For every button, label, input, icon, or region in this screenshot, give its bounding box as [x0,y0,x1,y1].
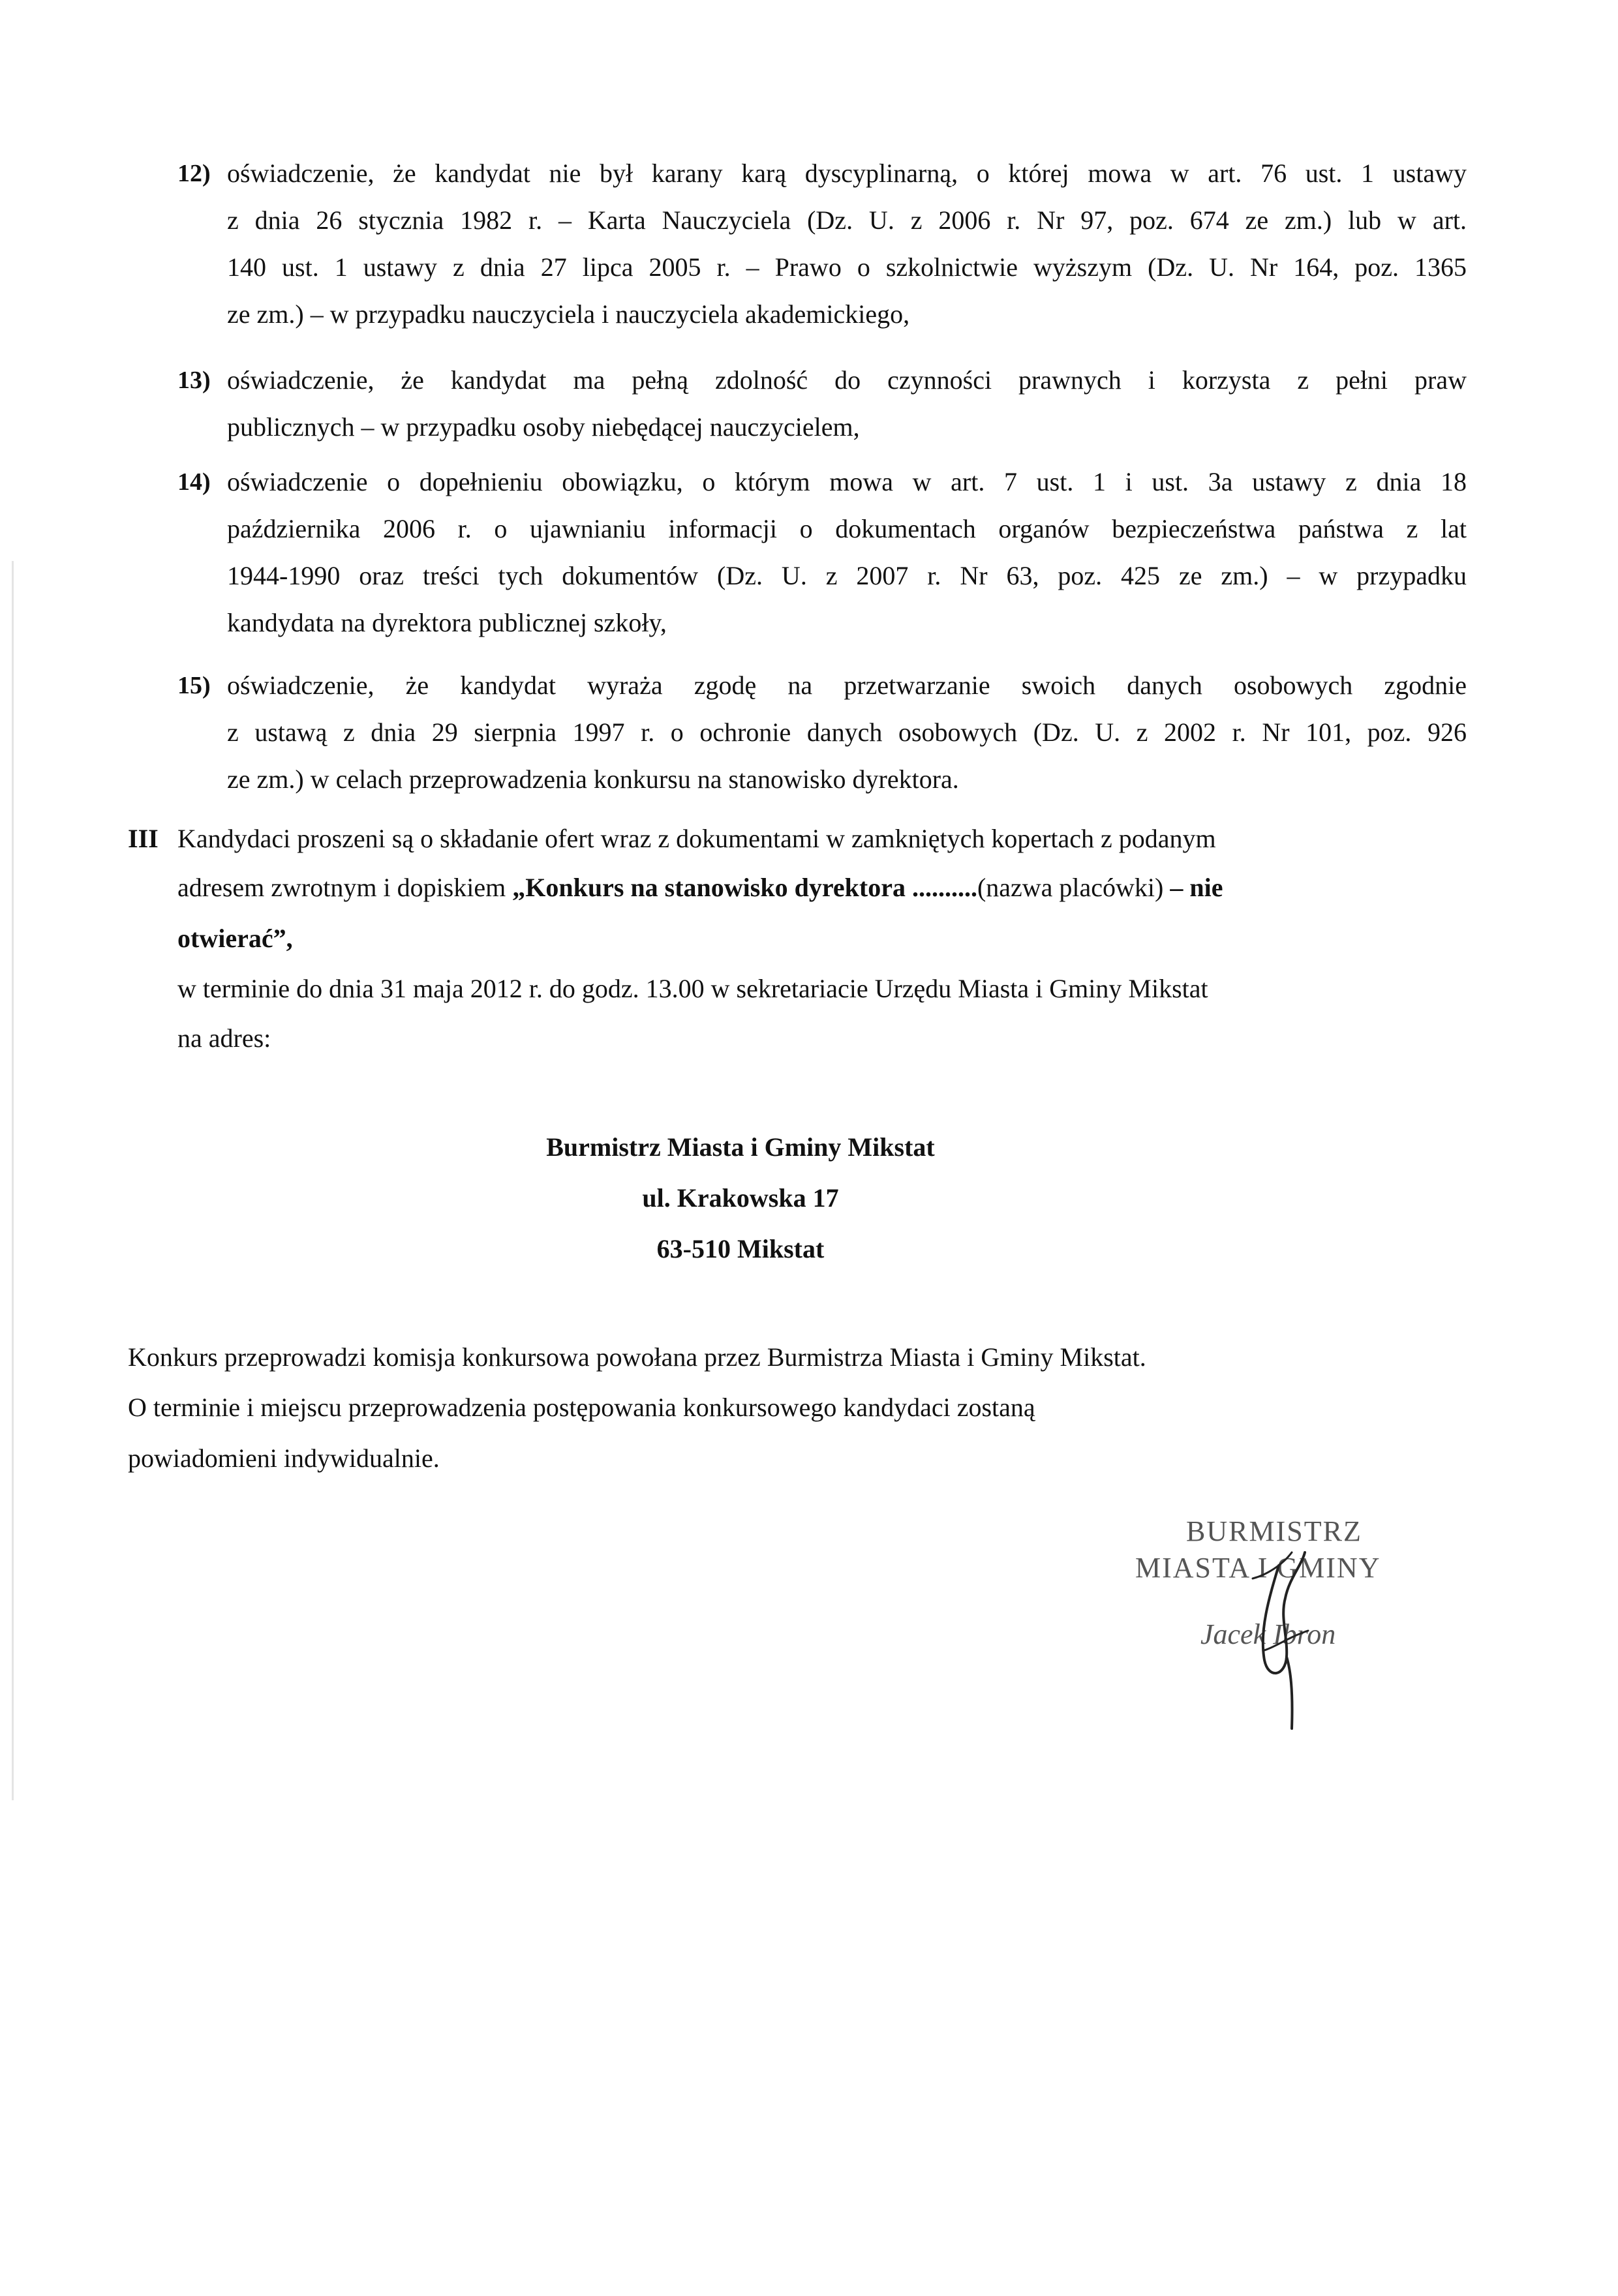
item-15-text [227,662,1467,803]
section-iii-line-2-prefix: adresem zwrotnym i dopiskiem [177,873,513,902]
address-line-1: Burmistrz Miasta i Gminy Mikstat [546,1132,935,1162]
section-iii-number: III [128,824,159,853]
item-13-text [227,357,1467,451]
handwritten-signature [1240,1539,1344,1735]
item-12-line-4: ze zm.) – w przypadku nauczyciela i nauczyciela akademickiego, [227,299,910,329]
section-iii-line-3: otwierać”, [177,924,293,953]
section-iii-placeholder: (nazwa placówki) [977,873,1164,902]
item-13-line-1: oświadczenie, że kandydat ma pełną zdolność do czynności prawnych i korzysta z pełni praw [227,365,1467,395]
section-iii-line-5: na adres: [177,1023,271,1053]
item-15-number: 15) [177,672,211,699]
stamp-line-1: BURMISTRZ [1186,1515,1362,1547]
section-iii-line-1: Kandydaci proszeni są o składanie ofert wraz z dokumentami w zamkniętych kopertach z podanym [177,824,1216,853]
address-block [0,1122,1481,1275]
stamp-line-2: MIASTA I GMINY [1135,1552,1381,1584]
item-12-line-2: z dnia 26 stycznia 1982 r. – Karta Nauczyciela (Dz. U. z 2006 r. Nr 97, poz. 674 ze zm.) lub w art. [227,205,1467,235]
item-14-line-2: października 2006 r. o ujawnianiu informacji o dokumentach organów bezpieczeństwa państwa z lat [227,514,1467,543]
item-14-number: 14) [177,468,211,496]
section-iii-line-2-tail: – nie [1163,873,1223,902]
address-line-3: 63-510 Mikstat [656,1234,825,1263]
closing-line-2: O terminie i miejscu przeprowadzenia postępowania konkursowego kandydaci zostaną [128,1393,1035,1422]
stamp-name: Jacek Ibron [1200,1618,1336,1650]
item-13-line-2: publicznych – w przypadku osoby niebędącej nauczycielem, [227,412,860,442]
item-12-number: 12) [177,160,211,187]
item-15-line-3: ze zm.) w celach przeprowadzenia konkursu na stanowisko dyrektora. [227,764,959,794]
item-12-line-3: 140 ust. 1 ustawy z dnia 27 lipca 2005 r. – Prawo o szkolnictwie wyższym (Dz. U. Nr 164, poz. 1365 [227,252,1467,282]
item-14-text [227,459,1467,646]
section-iii-envelope-label: „Konkurs na stanowisko dyrektora .......... [512,873,977,902]
item-15-line-2: z ustawą z dnia 29 sierpnia 1997 r. o ochronie danych osobowych (Dz. U. z 2002 r. Nr 101, poz. 926 [227,718,1467,747]
item-14-line-4: kandydata na dyrektora publicznej szkoły, [227,608,667,637]
item-12-text [227,150,1467,338]
closing-line-3: powiadomieni indywidualnie. [128,1443,440,1473]
item-14-line-1: oświadczenie o dopełnieniu obowiązku, o którym mowa w art. 7 ust. 1 i ust. 3a ustawy z dnia 18 [227,467,1467,496]
closing-line-1: Konkurs przeprowadzi komisja konkursowa powołana przez Burmistrza Miasta i Gminy Mikstat. [128,1342,1146,1372]
item-12-line-1: oświadczenie, że kandydat nie był karany karą dyscyplinarną, o której mowa w art. 76 ust. 1 ustawy [227,159,1467,188]
address-line-2: ul. Krakowska 17 [642,1183,839,1213]
item-15-line-1: oświadczenie, że kandydat wyraża zgodę na przetwarzanie swoich danych osobowych zgodnie [227,671,1467,700]
item-14-line-3: 1944-1990 oraz treści tych dokumentów (Dz. U. z 2007 r. Nr 63, poz. 425 ze zm.) – w przypadku [227,561,1467,590]
section-iii-line-4: w terminie do dnia 31 maja 2012 r. do godz. 13.00 w sekretariacie Urzędu Miasta i Gminy Mikstat [177,974,1208,1003]
item-13-number: 13) [177,367,211,394]
section-iii-line-2 [177,864,1223,911]
